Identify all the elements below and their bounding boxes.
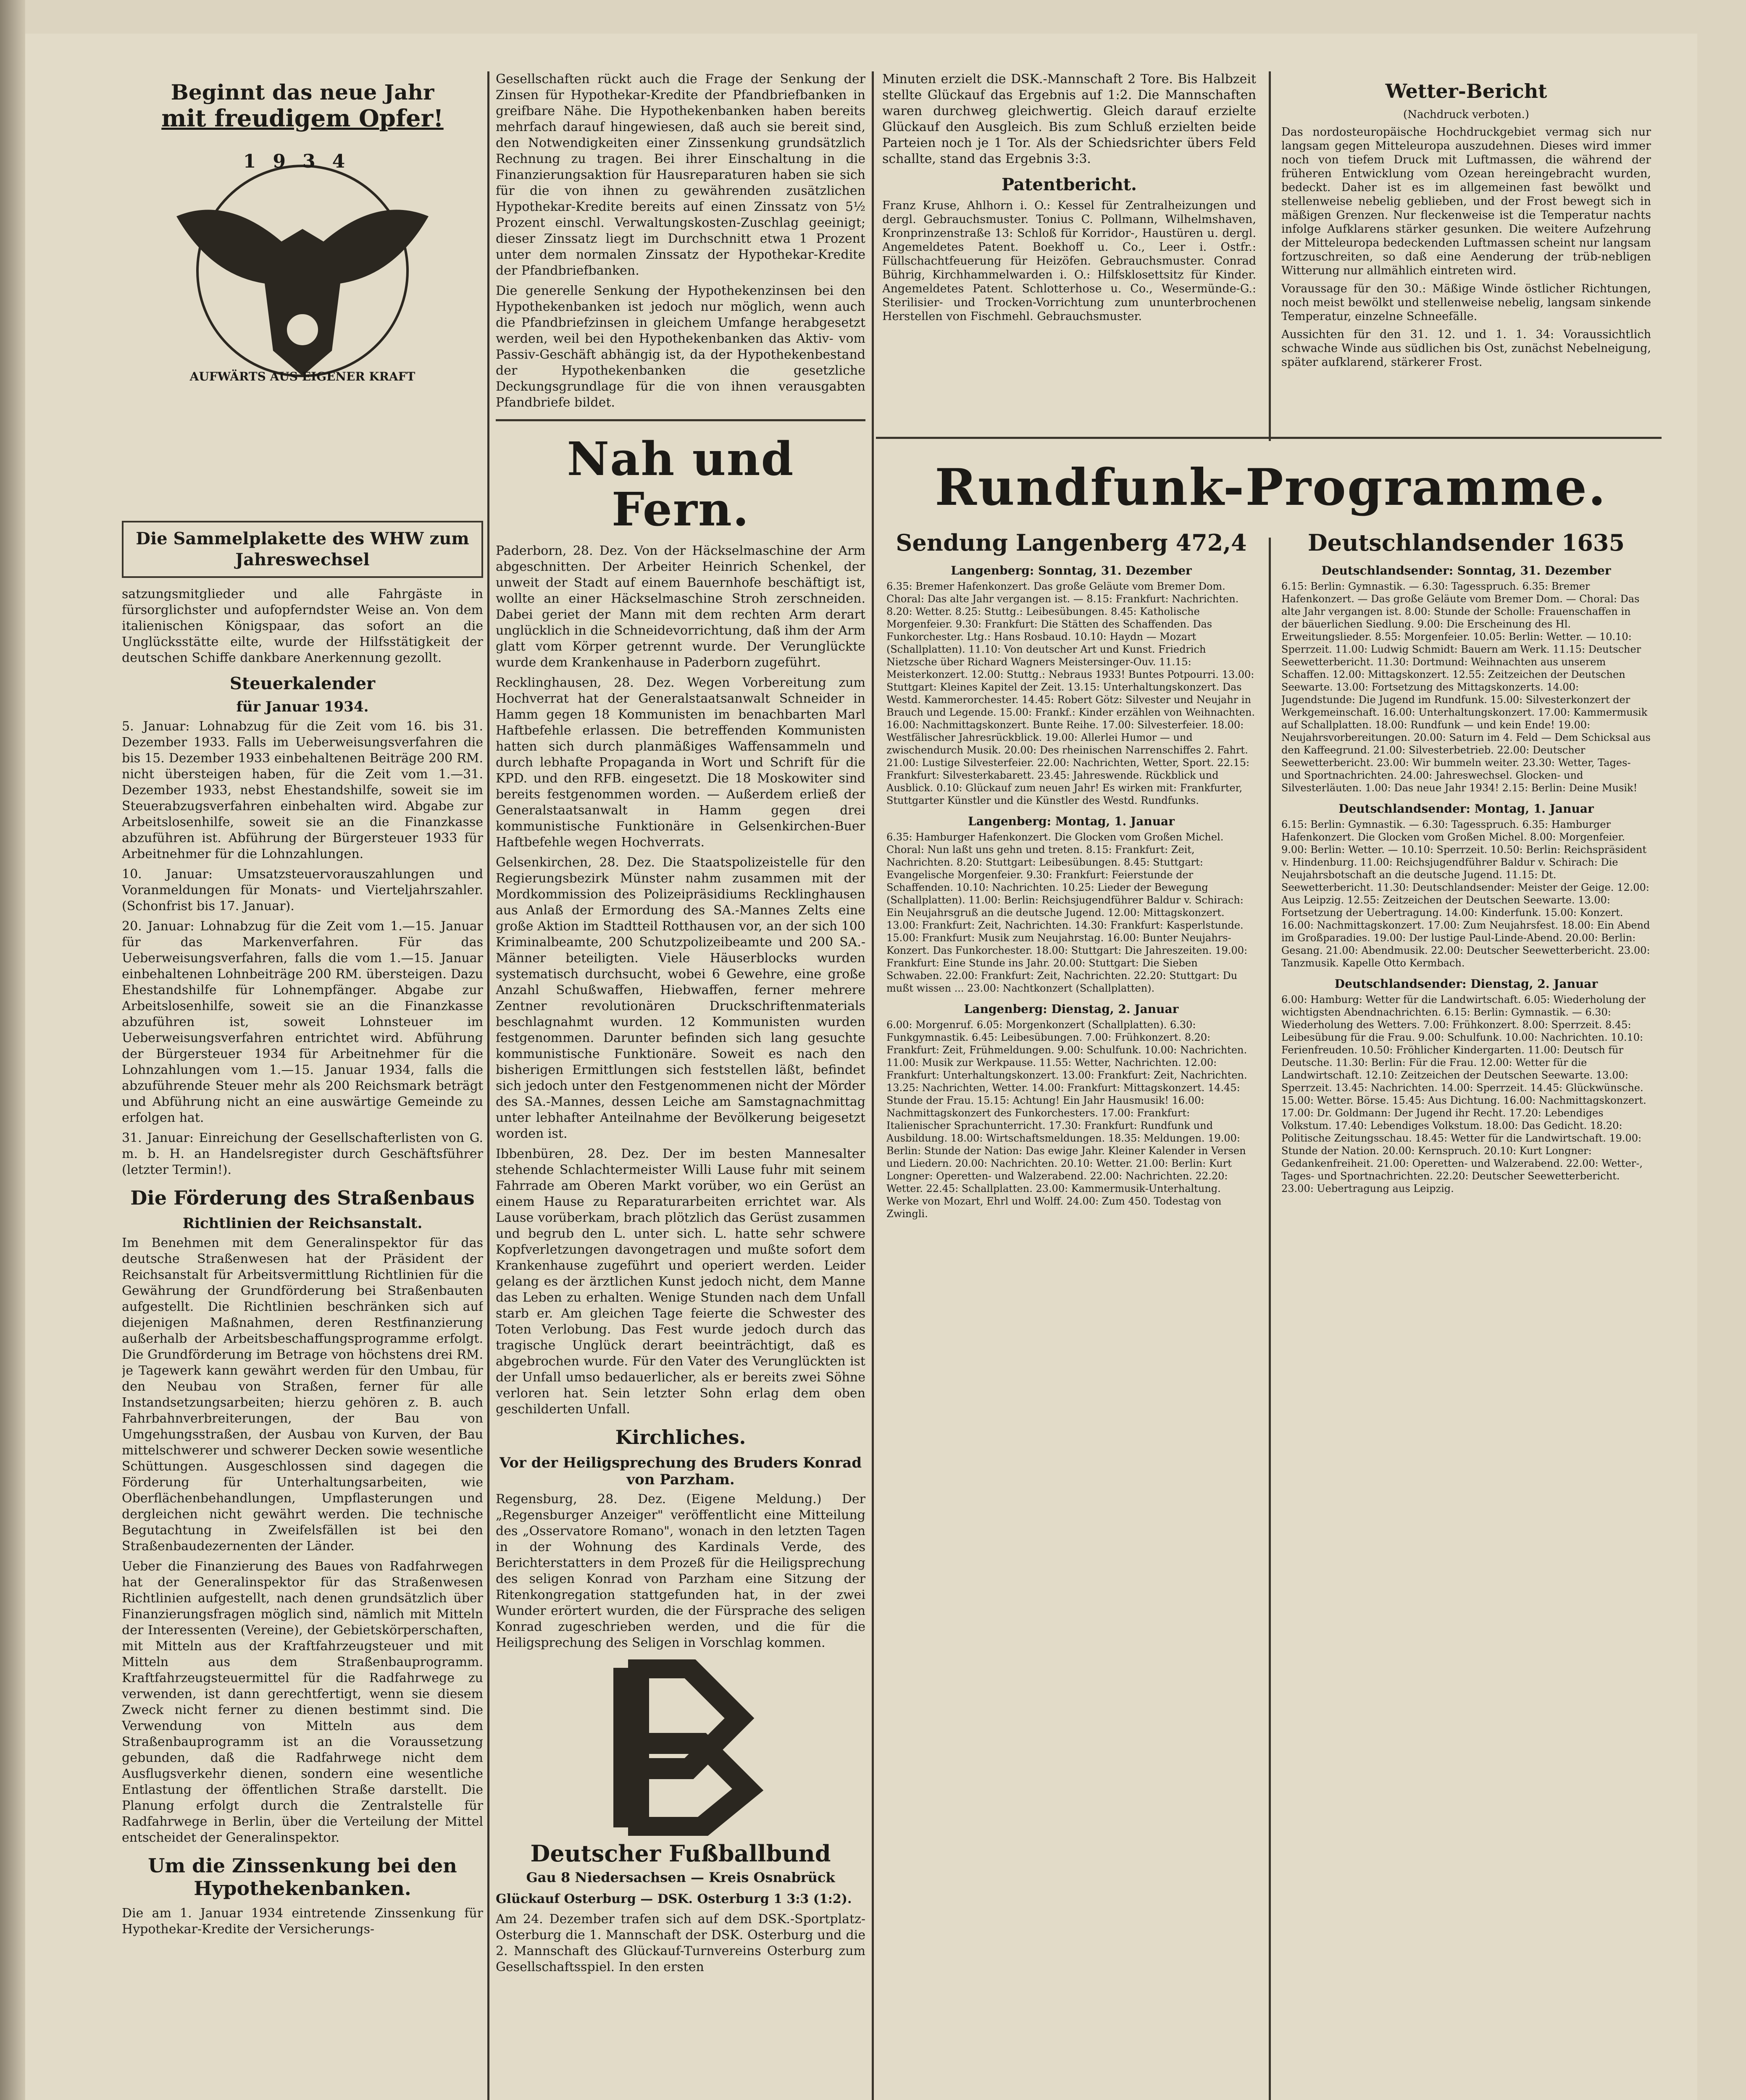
program-day-heading: Deutschlandsender: Sonntag, 31. Dezember: [1321, 564, 1611, 578]
steuer-item: 10. Januar: Umsatzsteuervorauszahlungen und Voranmeldungen für Monats- und Vierteljahrszahler. (Schonfrist bis 17. Januar).: [122, 867, 483, 914]
rundfunk-title: Rundfunk-Programme.: [935, 458, 1607, 517]
langenberg-program: [886, 529, 1256, 2100]
program-day-heading: Deutschlandsender: Montag, 1. Januar: [1338, 802, 1594, 816]
wetter-forecast: Voraussage für den 30.: Mäßige Winde östlicher Richtungen, noch meist bewölkt und stellenweise nebelig, langsam sinkende Temperatur, einzelne Schneefälle.: [1281, 282, 1651, 323]
strassen-paragraph: Ueber die Finanzierung des Baues von Radfahrwegen hat der Generalinspektor für das Straßenwesen Richtlinien aufgestellt, nach denen grundsätzlich über Finanzierungsfragen möglich sind, nämlich mit Mitteln der Interessenten (Vereine), der Gebietskörperschaften, mit Mitteln aus der Kraftfahrzeugsteuer und mit Mitteln aus dem Straßenbauprogramm. Kraftfahrzeugsteuermittel für die Radfahrwege zu verwenden, ist dann gerechtfertigt, wenn sie diesem Zweck nicht ferner zu dienen bestimmt sind. Die Verwendung von Mitteln aus dem Straßenbauprogramm ist an die Voraussetzung gebunden, daß die Radfahrwege nicht dem Ausflugsverkehr dienen, sondern eine wesentliche Entlastung der öffentlichen Straße darstellt. Die Planung erfolgt durch die Zentralstelle für Radfahrwege in Berlin, über die Verteilung der Mittel entscheidet der Generalinspektor.: [122, 1559, 483, 1845]
dfb-score: Glückauf Osterburg — DSK. Osterburg 1 3:3 (1:2).: [496, 1892, 852, 1906]
section-rule: [496, 419, 865, 421]
column-2: [496, 71, 865, 2100]
steuer-title: Steuerkalender: [229, 674, 376, 693]
strassen-title: Die Förderung des Straßenbaus: [130, 1186, 475, 1209]
program-day-text: 6.15: Berlin: Gymnastik. — 6.30: Tagesspruch. 6.35: Hamburger Hafenkonzert. Die Glocken vom Großen Michel. 8.00: Morgenfeier. 9.00: Berlin: Wetter. — 10.10: Sperrzeit. 10.50: Berlin: Reichspräsident v. Hindenburg. 11.00: Reichsjugendführer Baldur v. Schirach: Die Neujahrsbotschaft an die deutsche Jugend. 11.15: Dt. Seewetterbericht. 11.30: Deutschlandsender: Meister der Geige. 12.00: Aus Leipzig. 12.55: Zeitzeichen der Deutschen Seewarte. 13.00: Fortsetzung der Uebertragung. 14.00: Kinderfunk. 15.00: Konzert. 16.00: Nachmittagskonzert. 17.00: Zum Neujahrsfest. 18.00: Ein Abend im Großparadies. 19.00: Der lustige Paul-Linde-Abend. 20.00: Berlin: Gesang. 21.00: Abendmusik. 22.00: Deutscher Seewetterbericht. 23.00: Tanzmusik. Kapelle Otto Kermbach.: [1281, 819, 1650, 969]
program-day-text: 6.00: Morgenruf. 6.05: Morgenkonzert (Schallplatten). 6.30: Funkgymnastik. 6.45: Leibesübungen. 7.00: Frühkonzert. 8.20: Frankfurt: Zeit, Frühmeldungen. 9.00: Schulfunk. 10.00: Nachrichten. 11.00: Musik zur Werkpause. 11.55: Wetter, Nachrichten. 12.00: Frankfurt: Unterhaltungskonzert. 13.00: Frankfurt: Zeit, Nachrichten. 13.25: Nachrichten, Wetter. 14.00: Frankfurt: Mittagskonzert. 14.45: Stunde der Frau. 15.15: Achtung! Ein Jahr Hausmusik! 16.00: Nachmittagskonzert des Funkorchesters. 17.00: Frankfurt: Italienischer Sprachunterricht. 17.30: Frankfurt: Rundfunk und Ausbildung. 18.00: Wirtschaftsmeldungen. 18.35: Meldungen. 19.00: Berlin: Stunde der Nation: Das ewige Jahr. Kleiner Kalender in Versen und Liedern. 20.00: Nachrichten. 20.10: Wetter. 21.00: Berlin: Kurt Longner: Operetten- und Walzerabend. 22.00: Nachrichten. 22.20: Wetter. 22.45: Schallplatten. 23.00: Kammermusik-Unterhaltung. Werke von Mozart, Ehrl und Wolff. 24.00: Zum 450. Todestag von Zwingli.: [886, 1019, 1247, 1220]
dfb-text: Am 24. Dezember trafen sich auf dem DSK.-Sportplatz-Osterburg die 1. Mannschaft der DSK. Osterburg und die 2. Mannschaft des Glückauf-Turnvereins Osterburg zum Gesellschaftsspiel. In den ersten: [496, 1912, 865, 1974]
column-rule-2: [872, 71, 874, 2100]
program-day-heading: Langenberg: Dienstag, 2. Januar: [964, 1002, 1179, 1016]
dfb-gau: Gau 8 Niedersachsen — Kreis Osnabrück: [526, 1869, 835, 1885]
strassen-paragraph: Im Benehmen mit dem Generalinspektor für das deutsche Straßenwesen hat der Präsident der Reichsanstalt für Arbeitsvermittlung Richtlinien für die Gewährung der Grundförderung bei Straßenbauten aufgestellt. Die Richtlinien beschränken sich auf diejenigen Maßnahmen, deren Restfinanzierung außerhalb der Arbeitsbeschaffungsprogramme erfolgt. Die Grundförderung im Betrage von höchstens drei RM. je Tagewerk kann gewährt werden für den Umbau, für den Neubau von Straßen, ferner für alle Instandsetzungsarbeiten; hierzu gehören z. B. auch Fahrbahnverbreiterungen, der Bau von Umgehungsstraßen, der Ausbau von Kurven, der Bau mittelschwerer und schwerer Decken sowie wesentliche Schüttungen. Ausgeschlossen sind dagegen die Förderung für Unterhaltungsarbeiten, wie Oberflächenbehandlungen, Umpflasterungen und dergleichen nicht gewährt werden. Die technische Begutachtung in Zweifelsfällen ist bei den Straßenbaudezernenten der Länder.: [122, 1236, 483, 1554]
nah-title: Nah und Fern.: [567, 432, 794, 536]
nah-item: Ibbenbüren, 28. Dez. Der im besten Mannesalter stehende Schlachtermeister Willi Lause fuhr mit seinem Fahrrade am Oberen Markt vorüber, wo ein Gerüst an einem Hause zu Reparaturarbeiten errichtet war. Als Lause vorüberkam, brach plötzlich das Gerüst zusammen und begrub den L. unter sich. L. hatte sehr schwere Kopfverletzungen davongetragen und mußte sofort dem Krankenhause zugeführt und operiert werden. Leider gelang es der ärztlichen Kunst jedoch nicht, dem Manne das Leben zu erhalten. Wenige Stunden nach dem Unfall starb er. Am gleichen Tage feierte die Schwester des Toten Verlobung. Das Fest wurde jedoch durch das tragische Unglück derart beeinträchtigt, daß es abgebrochen wurde. Für den Vater des Verunglückten ist der Unfall umso bedauerlicher, als er bereits zwei Söhne verloren hat. Sein letzter Sohn erlag dem oben geschilderten Unfall.: [496, 1147, 865, 1417]
deutschland-heading: Deutschlandsender 1635: [1307, 529, 1625, 556]
hypo-paragraph: Die generelle Senkung der Hypothekenzinsen bei den Hypothekenbanken ist jedoch nur möglich, wenn auch die Pfandbriefzinsen in gleichem Umfange herabgesetzt werden, weil bei den Hypothekenbanken das Aktiv- vom Passiv-Geschäft abhängig ist, da der Hypothekenbestand der Hypothekenbanken die gesetzliche Deckungsgrundlage für die von ihnen verausgabten Pfandbriefe bildet.: [496, 284, 865, 410]
wetter-title: Wetter-Bericht: [1385, 80, 1547, 102]
zins-title: Um die Zinssenkung bei den Hypothekenbanken.: [148, 1854, 457, 1900]
deutschland-program: [1281, 529, 1651, 2100]
ad-caption: Die Sammelplakette des WHW zum Jahreswechsel: [122, 521, 483, 578]
ad-line-2: mit freudigem Opfer!: [161, 105, 444, 132]
nah-item: Paderborn, 28. Dez. Von der Häckselmaschine der Arm abgeschnitten. Der Arbeiter Heinrich Schenkel, der unweit der Stadt auf einem Bauernhofe beschäftigt ist, wollte an einer Häckselmaschine Stroh zerschneiden. Dabei geriet der Mann mit dem rechten Arm derart unglücklich in die Schneidevorrichtung, daß ihm der Arm glatt vom Körper getrennt wurde. Der Verunglückte wurde dem Krankenhause in Paderborn zugeführt.: [496, 543, 865, 670]
dfb-name: Deutscher Fußballbund: [530, 1840, 831, 1867]
page-spine: [0, 0, 25, 2100]
kirch-subtitle: Vor der Heiligsprechung des Bruders Konrad von Parzham.: [499, 1454, 862, 1488]
steuer-item: 31. Januar: Einreichung der Gesellschafterlisten von G. m. b. H. an Handelsregister durch Geschäftsführer (letzter Termin!).: [122, 1131, 483, 1177]
badge-ring-text: AUFWÄRTS AUS EIGENER KRAFT: [189, 370, 415, 383]
program-day-text: 6.35: Hamburger Hafenkonzert. Die Glocken vom Großen Michel. Choral: Nun laßt uns gehn und treten. 8.15: Frankfurt: Zeit, Nachrichten. 8.20: Stuttgart: Leibesübungen. 8.45: Stuttgart: Evangelische Morgenfeier. 9.30: Frankfurt: Feierstunde der Schaffenden. 10.10: Nachrichten. 10.25: Lieder der Bewegung (Schallplatten). 11.00: Berlin: Reichsjugendführer Baldur v. Schirach: Ein Neujahrsgruß an die deutsche Jugend. 12.00: Mittagskonzert. 13.00: Frankfurt: Zeit, Nachrichten. 14.30: Frankfurt: Kasperlstunde. 15.00: Frankfurt: Musik zum Neujahrstag. 16.00: Bunter Neujahrs-Konzert. Das Funkorchester. 18.00: Stuttgart: Die Jahreszeiten. 19.00: Frankfurt: Eine Stunde ins Jahr. 20.00: Stuttgart: Die Sieben Schwaben. 22.00: Frankfurt: Zeit, Nachrichten. 22.20: Stuttgart: Du mußt wissen ... 23.00: Nachtkonzert (Schallplatten).: [886, 831, 1248, 994]
eagle-badge-icon: [143, 132, 462, 410]
hypo-paragraph: Gesellschaften rückt auch die Frage der Senkung der Zinsen für Hypothekar-Kredite der Pfandbriefbanken in greifbare Nähe. Die Hypothekenbanken haben bereits mehrfach darauf hingewiesen, daß auch sie bereit sind, den Notwendigkeiten einer Zinssenkung grundsätzlich Rechnung zu tragen. Bei ihrer Einschaltung in die Finanzierungsaktion für Hausreparaturen haben sie sich für die von ihnen zu gewährenden zusätzlichen Hypothekar-Kredite bereits auf einen Zinssatz von 5½ Prozent einschl. Verwaltungskosten-Zuschlag geeinigt; dieser Zinssatz liegt im Durchschnitt etwa 1 Prozent unter dem normalen Zinssatz der Hypothekar-Kredite der Pfandbriefbanken.: [496, 72, 865, 278]
program-day-heading: Deutschlandsender: Dienstag, 2. Januar: [1334, 977, 1598, 991]
dfb-emblem-icon: [563, 1659, 798, 1836]
steuer-subtitle: für Januar 1934.: [236, 698, 369, 715]
football-report: Minuten erzielt die DSK.-Mannschaft 2 Tore. Bis Halbzeit stellte Glückauf das Ergebnis auf 1:2. Die Mannschaften waren durchweg gleichwertig. Gleich darauf erzielte Glückauf den Ausgleich. Bis zum Schluß erzielten beide Parteien noch je 1 Tor. Als der Schiedsrichter übers Feld schallte, stand das Ergebnis 3:3.: [882, 72, 1256, 166]
program-day-text: 6.35: Bremer Hafenkonzert. Das große Geläute vom Bremer Dom. Choral: Das alte Jahr vergangen ist. — 8.15: Frankfurt: Nachrichten. 8.20: Wetter. 8.25: Stuttg.: Leibesübungen. 8.45: Katholische Morgenfeier. 9.30: Frankfurt: Die Stätten des Schaffenden. Das Funkorchester. Ltg.: Hans Rosbaud. 10.10: Haydn — Mozart (Schallplatten). 11.10: Von deutscher Art und Kunst. Friedrich Nietzsche über Richard Wagners Meistersinger-Ouv. 11.15: Meisterkonzert. 12.00: Stuttg.: Nebraus 1933! Buntes Potpourri. 13.00: Stuttgart: Kleines Kapitel der Zeit. 13.15: Unterhaltungskonzert. Das Westd. Kammerorchester. 14.45: Robert Götz: Silvester und Neujahr in Brauch und Legende. 15.00: Frankf.: Kinder erzählen von Weihnachten. 16.00: Nachmittagskonzert. Bunte Reihe. 17.00: Silvesterfeier. 18.00: Westfälischer Jahresrückblick. 19.00: Allerlei Humor — und zwischendurch Musik. 20.00: Des rheinischen Narrenschiffes 2. Fahrt. 21.00: Lustige Silvesterfeier. 22.00: Nachrichten, Wetter, Sport. 22.15: Frankfurt: Silvesterkabarett. 23.45: Jahreswende. Rückblick und Ausblick. 0.10: Glückauf zum neuen Jahr! Es wirken mit: Frankfurter, Stuttgarter Künstler und die Künstler des Westd. Rundfunks.: [886, 580, 1255, 806]
column-rule-3: [1269, 71, 1271, 441]
intro-text: satzungsmitglieder und alle Fahrgäste in fürsorglichster und aufopferndster Weise an. Von dem italienischen Königspaar, das sofort an die Unglücksstätte eilte, wurde der Hilfsstätigkeit der deutschen Schiffe dankbare Anerkennung gezollt.: [122, 587, 483, 665]
program-day-heading: Langenberg: Montag, 1. Januar: [968, 814, 1175, 828]
strassen-subtitle: Richtlinien der Reichsanstalt.: [182, 1215, 423, 1232]
langenberg-heading: Sendung Langenberg 472,4: [896, 529, 1247, 556]
wetter-text: Das nordosteuropäische Hochdruckgebiet vermag sich nur langsam gegen Mitteleuropa auszudehnen. Dieses wird immer noch von tiefem Druck mit Luftmassen, die während der früheren Entwicklung vom Ozean hereingebracht wurden, bedeckt. Daher ist es im allgemeinen fast bewölkt und stellenweise nebelig geblieben, und der Frost bewegt sich in mäßigen Grenzen. Nur fleckenweise ist die Temperatur nachts infolge Aufklarens stärker gesunken. Die weitere Aufzehrung der Mitteleuropa bedeckenden Luftmassen scheint nur langsam fortzuschreiten, so daß eine Aenderung der trüb-nebligen Witterung nur allmählich eintreten wird.: [1281, 126, 1651, 277]
nah-item: Recklinghausen, 28. Dez. Wegen Vorbereitung zum Hochverrat hat der Generalstaatsanwalt Schneider in Hamm gegen 18 Kommunisten im benachbarten Marl Haftbefehle erlassen. Die betreffenden Kommunisten hatten sich durch planmäßiges Waffensammeln und durch lebhafte Propaganda in Wort und Schrift für die KPD. und den RFB. eingesetzt. Die 18 Moskowiter sind bereits festgenommen worden. — Außerdem erließ der Generalstaatsanwalt in Hamm gegen drei kommunistische Funktionäre in Gelsenkirchen-Buer Haftbefehle wegen Hochverrats.: [496, 675, 865, 850]
wetter-forecast: Aussichten für den 31. 12. und 1. 1. 34: Voraussichtlich schwache Winde aus südlichen bis Ost, zunächst Nebelneigung, später aufklarend, stärkerer Frost.: [1281, 328, 1651, 369]
badge-year: 1934: [243, 151, 362, 172]
wetter-subtitle: (Nachdruck verboten.): [1403, 108, 1529, 121]
column-3: [882, 71, 1256, 433]
column-1: [122, 71, 483, 2100]
kirch-text: Regensburg, 28. Dez. (Eigene Meldung.) Der „Regensburger Anzeiger" veröffentlicht eine Mitteilung des „Osservatore Romano", wonach in den letzten Tagen in der Wohnung des Kardinals Verde, des Berichterstatters in dem Prozeß für die Heiligsprechung des seligen Konrad von Parzham eine Sitzung der Ritenkongregation stattgefunden hat, in der zwei Wunder erörtert wurden, die der Fürsprache des seligen Konrad zugeschrieben werden, und die für die Heiligsprechung des Seligen in Vorschlag kommen.: [496, 1492, 865, 1650]
kirch-title: Kirchliches.: [615, 1426, 746, 1449]
column-4: [1281, 71, 1651, 433]
zins-text: Die am 1. Januar 1934 eintretende Zinssenkung für Hypothekar-Kredite der Versicherungs-: [122, 1906, 483, 1937]
program-day-heading: Langenberg: Sonntag, 31. Dezember: [951, 564, 1192, 578]
program-day-text: 6.15: Berlin: Gymnastik. — 6.30: Tagesspruch. 6.35: Bremer Hafenkonzert. — Das große Geläute vom Bremer Dom. — Choral: Das alte Jahr vergangen ist. 8.00: Stunde der Scholle: Frauenschaffen in der bäuerlichen Siedlung. 9.00: Die Erscheinung des Hl. Erweitungslieder. 8.55: Morgenfeier. 10.05: Berlin: Wetter. — 10.10: Sperrzeit. 11.00: Ludwig Schmidt: Bauern am Werk. 11.15: Deutscher Seewetterbericht. 11.30: Dortmund: Weihnachten aus unserem Schaffen. 12.00: Mittagskonzert. 12.55: Zeitzeichen der Deutschen Seewarte. 13.00: Fortsetzung des Mittagskonzerts. 14.00: Jugendstunde: Die Jugend im Rundfunk. 15.00: Silvesterkonzert der Werkgemeinschaft. 16.00: Unterhaltungskonzert. 17.00: Kammermusik auf Schallplatten. 18.00: Rundfunk — und kein Ende! 19.00: Neujahrsvorbereitungen. 20.00: Saturn im 4. Feld — Dem Schicksal aus den Kaffeegrund. 21.00: Silvesterbetrieb. 22.00: Deutscher Seewetterbericht. 23.00: Wir bummeln weiter. 23.30: Wetter, Tages- und Sportnachrichten. 24.00: Jahreswechsel. Glocken- und Silvesterläuten. 1.00: Das neue Jahr 1934! 2.15: Berlin: Deine Musik!: [1281, 580, 1651, 794]
ad-line-1: Beginnt das neue Jahr: [171, 80, 434, 105]
whw-ad: [143, 80, 462, 508]
steuer-item: 20. Januar: Lohnabzug für die Zeit vom 1.—15. Januar für das Markenverfahren. Für das Ueberweisungsverfahren, falls die vom 1.—15. Januar einbehaltenen Lohnbeiträge 200 RM. übersteigen. Dazu Ehestandshilfe für Lohnempfänger. Abgabe zur Arbeitslosenhilfe, soweit sie an die Finanzkasse abzuführen ist, soweit Lohnsteuer im Ueberweisungsverfahren entrichtet wird. Abführung der Bürgersteuer 1934 für Arbeitnehmer für die Lohnzahlungen vom 1.—15. Januar 1934, falls die abzuführende Steuer mehr als 200 Reichsmark beträgt und Abführung nicht an eine auswärtige Gemeinde zu erfolgen hat.: [122, 919, 483, 1125]
program-day-text: 6.00: Hamburg: Wetter für die Landwirtschaft. 6.05: Wiederholung der wichtigsten Abendnachrichten. 6.15: Berlin: Gymnastik. — 6.30: Wiederholung des Wetters. 7.00: Frühkonzert. 8.00: Sperrzeit. 8.45: Leibesübung für die Frau. 9.00: Schulfunk. 10.00: Nachrichten. 10.10: Ferienfreuden. 10.50: Fröhlicher Kindergarten. 11.00: Deutsch für Deutsche. 11.30: Berlin: Für die Frau. 12.00: Wetter für die Landwirtschaft. 12.10: Zeitzeichen der Deutschen Seewarte. 13.00: Sperrzeit. 13.45: Nachrichten. 14.00: Sperrzeit. 14.45: Glückwünsche. 15.00: Wetter. Börse. 15.45: Aus Dichtung. 16.00: Nachmittagskonzert. 17.00: Dr. Goldmann: Der Jugend ihr Recht. 17.20: Lebendiges Volkstum. 17.40: Lebendiges Volkstum. 18.00: Das Gedicht. 18.20: Politische Zeitungsschau. 18.45: Wetter für die Landwirtschaft. 19.00: Stunde der Nation. 20.00: Kernspruch. 20.10: Kurt Longner: Gedankenfreiheit. 21.00: Operetten- und Walzerabend. 22.00: Wetter-, Tages- und Sportnachrichten. 22.20: Deutscher Seewetterbericht. 23.00: Uebertragung aus Leipzig.: [1281, 994, 1646, 1194]
dfb-logo: [563, 1659, 798, 1836]
patent-title: Patentbericht.: [1002, 175, 1137, 194]
steuer-item: 5. Januar: Lohnabzug für die Zeit vom 16. bis 31. Dezember 1933. Falls im Ueberweisungsverfahren die bis 15. Dezember 1933 einbehaltenen Beiträge 200 RM. nicht übersteigen haben, für die Zeit vom 1.—31. Dezember 1933, nebst Ehestandshilfe, soweit sie im Steuerabzugsverfahren einbehalten wird. Abgabe zur Arbeitslosenhilfe, soweit sie an die Finanzkasse abzuführen ist. Abführung der Bürgersteuer 1933 für Arbeitnehmer für die Lohnzahlungen.: [122, 719, 483, 861]
nah-item: Gelsenkirchen, 28. Dez. Die Staatspolizeistelle für den Regierungsbezirk Münster nahm zusammen mit der Mordkommission des Polizeipräsidiums Recklinghausen aus Anlaß der Ermordung des SA.-Mannes Zelts eine große Aktion im Stadtteil Rotthausen vor, an der sich 100 Kriminalbeamte, 200 Schutzpolizeibeamte und 200 SA.-Männer beteiligten. Viele Häuserblocks wurden systematisch durchsucht, wobei 6 Gewehre, eine große Anzahl Schußwaffen, Hiebwaffen, ferner mehrere Zentner revolutionären Druckschriftenmaterials beschlagnahmt wurden. 12 Kommunisten wurden festgenommen. Darunter befinden sich lang gesuchte kommunistische Funktionäre. Soweit es nach den bisherigen Ermittlungen sich feststellen läßt, befindet sich jedoch unter den Festgenommenen nicht der Mörder des SA.-Mannes, dessen Leiche am Samstagnachmittag unter lebhafter Anteilnahme der Bevölkerung beigesetzt worden ist.: [496, 855, 865, 1141]
column-rule-4: [1269, 538, 1271, 2100]
column-rule-1: [487, 71, 489, 2100]
patent-text: Franz Kruse, Ahlhorn i. O.: Kessel für Zentralheizungen und dergl. Gebrauchsmuster. Tonius C. Pollmann, Wilhelmshaven, Kronprinzenstraße 13: Schloß für Korridor-, Haustüren u. dergl. Angemeldetes Patent. Boekhoff u. Co., Leer i. Ostfr.: Füllschachtfeuerung für Heizöfen. Gebrauchsmuster. Conrad Bührig, Kirchhammelwarden i. O.: Hilfsklosettsitz für Kinder. Angemeldetes Patent. Schlotterhose u. Co., Wesermünde-G.: Sterilisier- und Trocken-Vorrichtung zum ununterbrochenen Herstellen von Fischmehl. Gebrauchsmuster.: [882, 199, 1256, 323]
rundfunk-top-rule: [876, 437, 1662, 439]
